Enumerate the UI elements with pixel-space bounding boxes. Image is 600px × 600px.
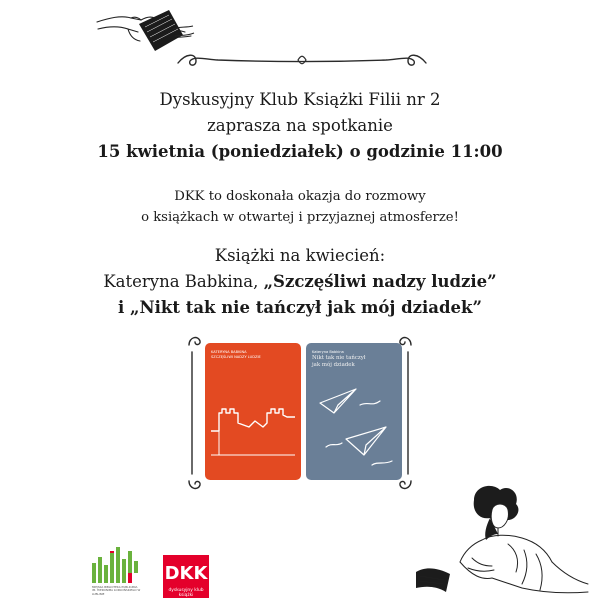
author-name: Kateryna Babkina, (103, 272, 264, 291)
invitation-line: zaprasza na spotkanie (207, 116, 393, 135)
books-line (0, 270, 600, 294)
description-line-2: o książkach w otwartej i przyjaznej atmosferze! (141, 210, 459, 225)
cover-1-title: SZCZĘŚLIWI NADZY LUDZIE (211, 355, 261, 359)
castle-skyline-art (205, 343, 301, 480)
woman-reading-illustration (412, 480, 592, 600)
cover-nobody-danced (306, 343, 402, 480)
mbp-logo-caption: MIEJSKA BIBLIOTEKA PUBLICZNA IM. HIERONIMA ŁOPACIŃSKIEGO W LUBLINIE (92, 585, 141, 596)
club-name-line: Dyskusyjny Klub Książki Filii nr 2 (159, 90, 441, 109)
cover-happy-naked-people (205, 343, 301, 480)
books-heading: Książki na kwiecień: (214, 246, 386, 265)
book-title-2-line: i „Nikt tak nie tańczył jak mój dziadek” (118, 298, 482, 317)
meeting-date-line: 15 kwietnia (poniedziałek) o godzinie 11:00 (97, 142, 503, 161)
dkk-logo (163, 555, 209, 588)
dkk-tagline: dyskusyjny klub książki (163, 588, 209, 598)
cover-1-author: KATERYNA BABKINA (211, 350, 247, 354)
paper-planes-art (306, 343, 402, 480)
mbp-library-logo (92, 545, 142, 585)
flourish-divider (172, 46, 432, 70)
cover-2-author: Kateryna Babkina (312, 350, 344, 354)
cover-2-title-line-1: Nikt tak nie tańczył (312, 355, 366, 361)
description-line-1: DKK to doskonała okazja do rozmowy (174, 189, 426, 204)
book-title-1: „Szczęśliwi nadzy ludzie” (263, 272, 497, 291)
cover-2-title-line-2: jak mój dziadek (312, 362, 355, 368)
dkk-mark: DKK (164, 563, 208, 584)
